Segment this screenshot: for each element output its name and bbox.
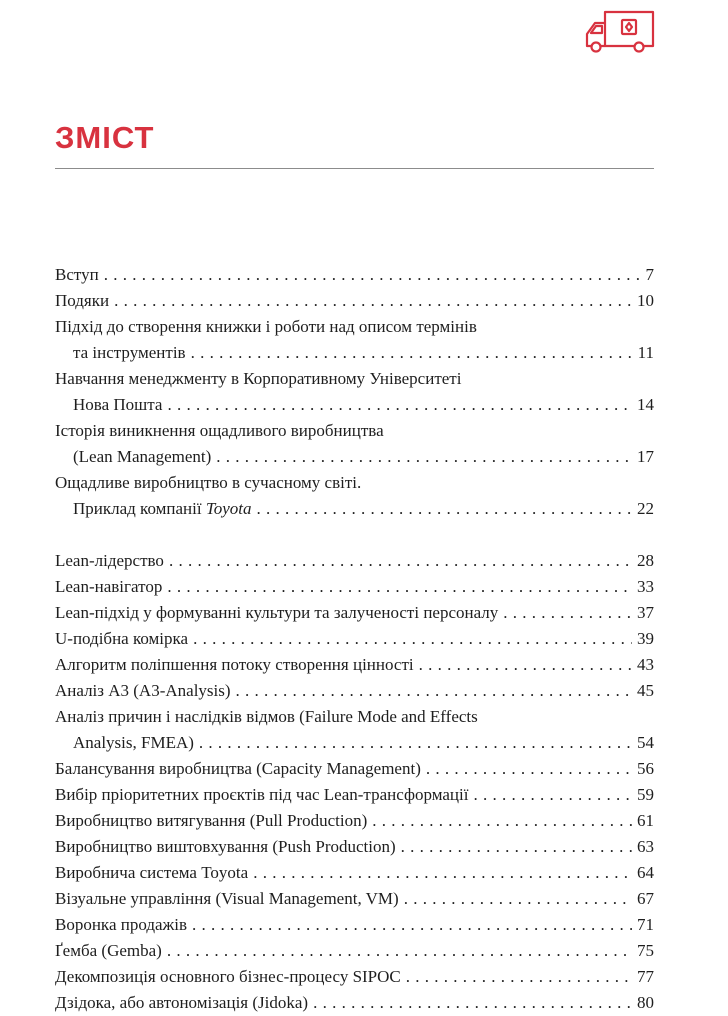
toc-page-number: 63 — [637, 837, 654, 856]
toc-entry-title: Lean-лідерство — [55, 551, 164, 570]
toc-entry-title: Ґемба (Gemba) — [55, 941, 162, 960]
toc-entry[interactable] — [55, 808, 654, 834]
toc-entry[interactable] — [55, 600, 654, 626]
toc-entry-title-continued: Нова Пошта — [73, 395, 163, 414]
toc-entry[interactable] — [55, 964, 654, 990]
toc-entry[interactable] — [55, 834, 654, 860]
toc-entry[interactable] — [55, 288, 654, 314]
toc-entry-title: Воронка продажів — [55, 915, 188, 934]
toc-entry[interactable] — [55, 704, 654, 756]
dot-leader — [216, 444, 632, 470]
toc-page-number: 7 — [645, 265, 654, 284]
toc-entry-title-continued: та інструментів — [73, 343, 186, 362]
toc-entry[interactable] — [55, 860, 654, 886]
toc-entry-title: Дзідока, або автономізація (Jidoka) — [55, 993, 309, 1012]
toc-entry-title-continued: Analysis, FMEA) — [73, 733, 194, 752]
toc-page-number: 80 — [637, 993, 654, 1012]
toc-entry-title: U-подібна комірка — [55, 629, 189, 648]
toc-entry-title: Подяки — [55, 291, 110, 310]
toc-page-number: 45 — [637, 681, 654, 700]
dot-leader — [167, 392, 632, 418]
toc-entry-title: Lean-підхід у формуванні культури та залученості персоналу — [55, 603, 499, 622]
dot-leader — [257, 496, 632, 522]
toc-entry[interactable] — [55, 938, 654, 964]
title-divider — [55, 168, 654, 169]
toc-page-number: 64 — [637, 863, 654, 882]
toc-page-number: 67 — [637, 889, 654, 908]
toc-page-number: 71 — [637, 915, 654, 934]
toc-page-number: 37 — [637, 603, 654, 622]
dot-leader — [372, 808, 632, 834]
toc-entry-title: Виробництво виштовхування (Push Production) — [55, 837, 396, 856]
dot-leader — [199, 730, 632, 756]
dot-leader — [114, 288, 632, 314]
toc-page-number: 14 — [637, 395, 654, 414]
toc-entry-title: Ощадливе виробництво в сучасному світі. — [55, 473, 362, 492]
dot-leader — [236, 678, 632, 704]
toc-page-number: 10 — [637, 291, 654, 310]
toc-entry[interactable] — [55, 678, 654, 704]
table-of-contents — [55, 262, 654, 1016]
dot-leader — [167, 938, 632, 964]
toc-page-number: 59 — [637, 785, 654, 804]
toc-entry-title-italic: Toyota — [205, 499, 252, 518]
toc-entry[interactable] — [55, 756, 654, 782]
toc-entry[interactable] — [55, 418, 654, 470]
toc-page-number: 22 — [637, 499, 654, 518]
dot-leader — [473, 782, 632, 808]
dot-leader — [104, 262, 641, 288]
toc-entry-title: Вступ — [55, 265, 99, 284]
toc-entry-title: Вибір пріоритетних проєктів під час Lean-трансформації — [55, 785, 469, 804]
dot-leader — [426, 756, 632, 782]
toc-entry-title: Навчання менеджменту в Корпоративному Університеті — [55, 369, 462, 388]
toc-entry-title: Виробництво витягування (Pull Production) — [55, 811, 368, 830]
toc-entry[interactable] — [55, 990, 654, 1016]
dot-leader — [192, 912, 632, 938]
toc-entry[interactable] — [55, 886, 654, 912]
dot-leader — [503, 600, 632, 626]
toc-entry[interactable] — [55, 548, 654, 574]
dot-leader — [313, 990, 632, 1016]
toc-entry-title: Візуальне управління (Visual Management, VM) — [55, 889, 399, 908]
dot-leader — [253, 860, 632, 886]
page-title: ЗМІСТ — [55, 120, 155, 155]
toc-entry-title: Декомпозиція основного бізнес-процесу SIPOC — [55, 967, 401, 986]
toc-entry-title: Підхід до створення книжки і роботи над описом термінів — [55, 317, 477, 336]
toc-entry[interactable] — [55, 262, 654, 288]
toc-entry[interactable] — [55, 652, 654, 678]
dot-leader — [193, 626, 632, 652]
toc-entry[interactable] — [55, 470, 654, 522]
dot-leader — [406, 964, 632, 990]
toc-entry-title: Алгоритм поліпшення потоку створення цінності — [55, 655, 414, 674]
toc-page-number: 33 — [637, 577, 654, 596]
toc-entry-title: Історія виникнення ощадливого виробництва — [55, 421, 384, 440]
dot-leader — [404, 886, 632, 912]
toc-entry[interactable] — [55, 912, 654, 938]
toc-page-number: 43 — [637, 655, 654, 674]
toc-page-number: 61 — [637, 811, 654, 830]
toc-entry[interactable] — [55, 626, 654, 652]
section-gap — [55, 522, 654, 548]
toc-page-number: 39 — [637, 629, 654, 648]
toc-entry-title-continued: Приклад компанії — [73, 499, 202, 518]
toc-page-number: 56 — [637, 759, 654, 778]
delivery-truck-icon — [583, 6, 657, 54]
dot-leader — [419, 652, 632, 678]
toc-entry-title: Балансування виробництва (Capacity Management) — [55, 759, 421, 778]
toc-page-number: 77 — [637, 967, 654, 986]
dot-leader — [169, 548, 632, 574]
toc-page-number: 28 — [637, 551, 654, 570]
toc-page-number: 54 — [637, 733, 654, 752]
toc-entry[interactable] — [55, 574, 654, 600]
toc-entry-title: Аналіз А3 (A3-Analysis) — [55, 681, 231, 700]
toc-entry-title-continued: (Lean Management) — [73, 447, 212, 466]
dot-leader — [167, 574, 632, 600]
toc-page-number: 75 — [637, 941, 654, 960]
dot-leader — [401, 834, 632, 860]
toc-page-number: 11 — [637, 343, 654, 362]
toc-entry[interactable] — [55, 782, 654, 808]
toc-entry[interactable] — [55, 366, 654, 418]
toc-entry-title: Виробнича система Toyota — [55, 863, 249, 882]
toc-entry-title: Lean-навігатор — [55, 577, 163, 596]
toc-entry-title: Аналіз причин і наслідків відмов (Failure Mode and Effects — [55, 707, 478, 726]
toc-page-number: 17 — [637, 447, 654, 466]
dot-leader — [191, 340, 633, 366]
toc-entry[interactable] — [55, 314, 654, 366]
